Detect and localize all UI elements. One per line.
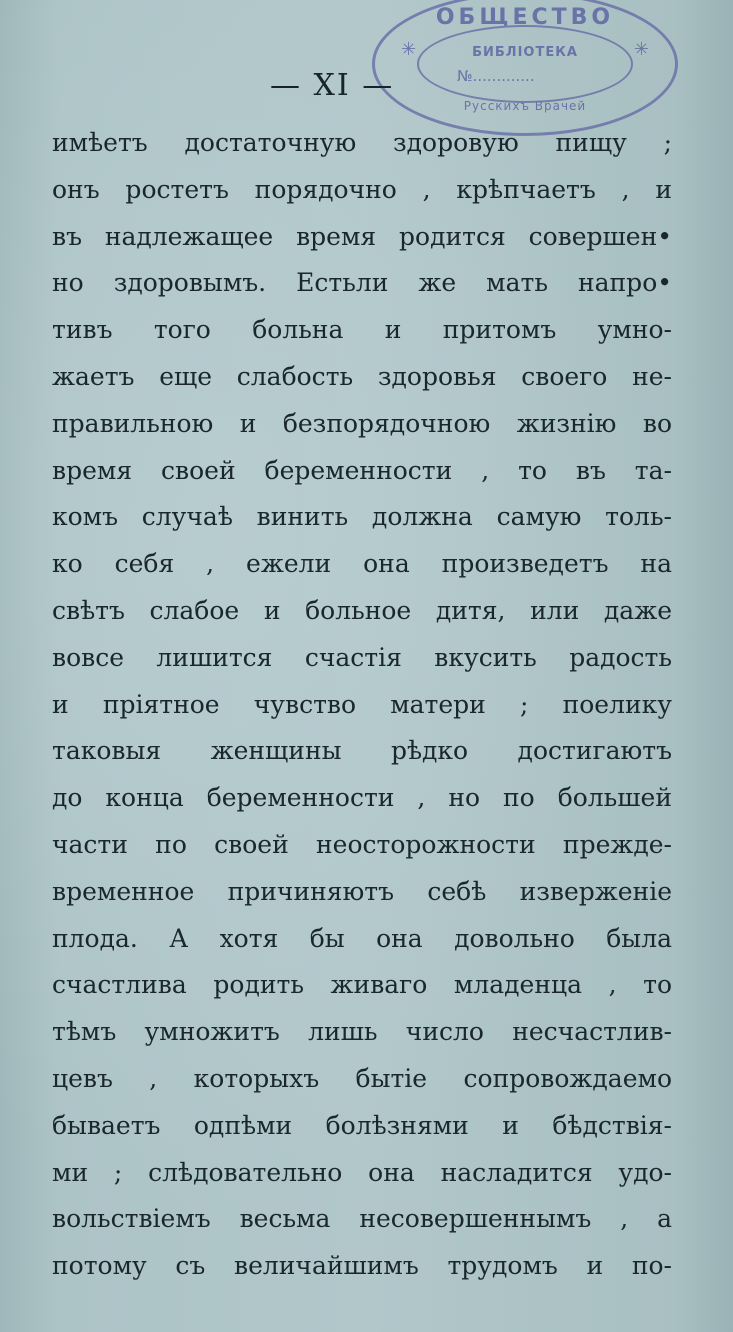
text-line: до конца беременности , но по большей [52,783,672,813]
text-line: потому съ величайшимъ трудомъ и по- [52,1251,672,1281]
text-line: и пріятное чувство матери ; поелику [52,689,672,719]
text-line: но здоровымъ. Естьли же мать напро• [52,268,672,298]
stamp-library-label: БИБЛІОТЕКА [472,45,578,60]
text-line: части по своей неосторожности прежде- [52,829,672,859]
text-line: плода. А хотя бы она довольно была [52,923,672,953]
star-icon: ✳ [401,39,417,60]
stamp-society-text: ОБЩЕСТВО [435,5,615,30]
text-line: онъ ростетъ порядочно , крѣпчаетъ , и [52,174,672,204]
stamp-inner-oval [417,25,633,103]
text-line: бываетъ одпѣми болѣзнями и бѣдствія- [52,1110,672,1140]
text-line: въ надлежащее время родится совершен• [52,221,672,251]
library-stamp [372,0,678,136]
text-line: жаетъ еще слабость здоровья своего не- [52,361,672,391]
stamp-bottom-text: Русскихъ Врачей [463,99,587,113]
text-line: счастлива родить живаго младенца , то [52,970,672,1000]
text-line: вольствіемъ весьма несовершеннымъ , а [52,1204,672,1234]
text-line: временное причиняютъ себѣ изверженіе [52,876,672,906]
text-line: ми ; слѣдовательно она насладится удо- [52,1157,672,1187]
text-line: ко себя , ежели она произведетъ на [52,549,672,579]
text-line: имѣетъ достаточную здоровую пищу ; [52,128,672,157]
text-line: тивъ того больна и притомъ умно- [52,315,672,345]
star-icon: ✳ [633,39,649,60]
stamp-number-field: №............. [457,67,535,85]
text-line: вовсе лишится счастія вкусить радость [52,642,672,672]
text-line: правильною и безпорядочною жизнію во [52,408,672,438]
text-line: комъ случаѣ винить должна самую толь- [52,502,672,532]
text-line: тѣмъ умножитъ лишь число несчастлив- [52,1017,672,1047]
text-line: время своей беременности , то въ та- [52,455,672,485]
text-line: цевъ , которыхъ бытіе сопровождаемо [52,1063,672,1093]
text-line: свѣтъ слабое и больное дитя, или даже [52,595,672,625]
page-number: — XI — [270,68,395,103]
body-text [52,120,672,1290]
text-line: таковыя женщины рѣдко достигаютъ [52,736,672,766]
